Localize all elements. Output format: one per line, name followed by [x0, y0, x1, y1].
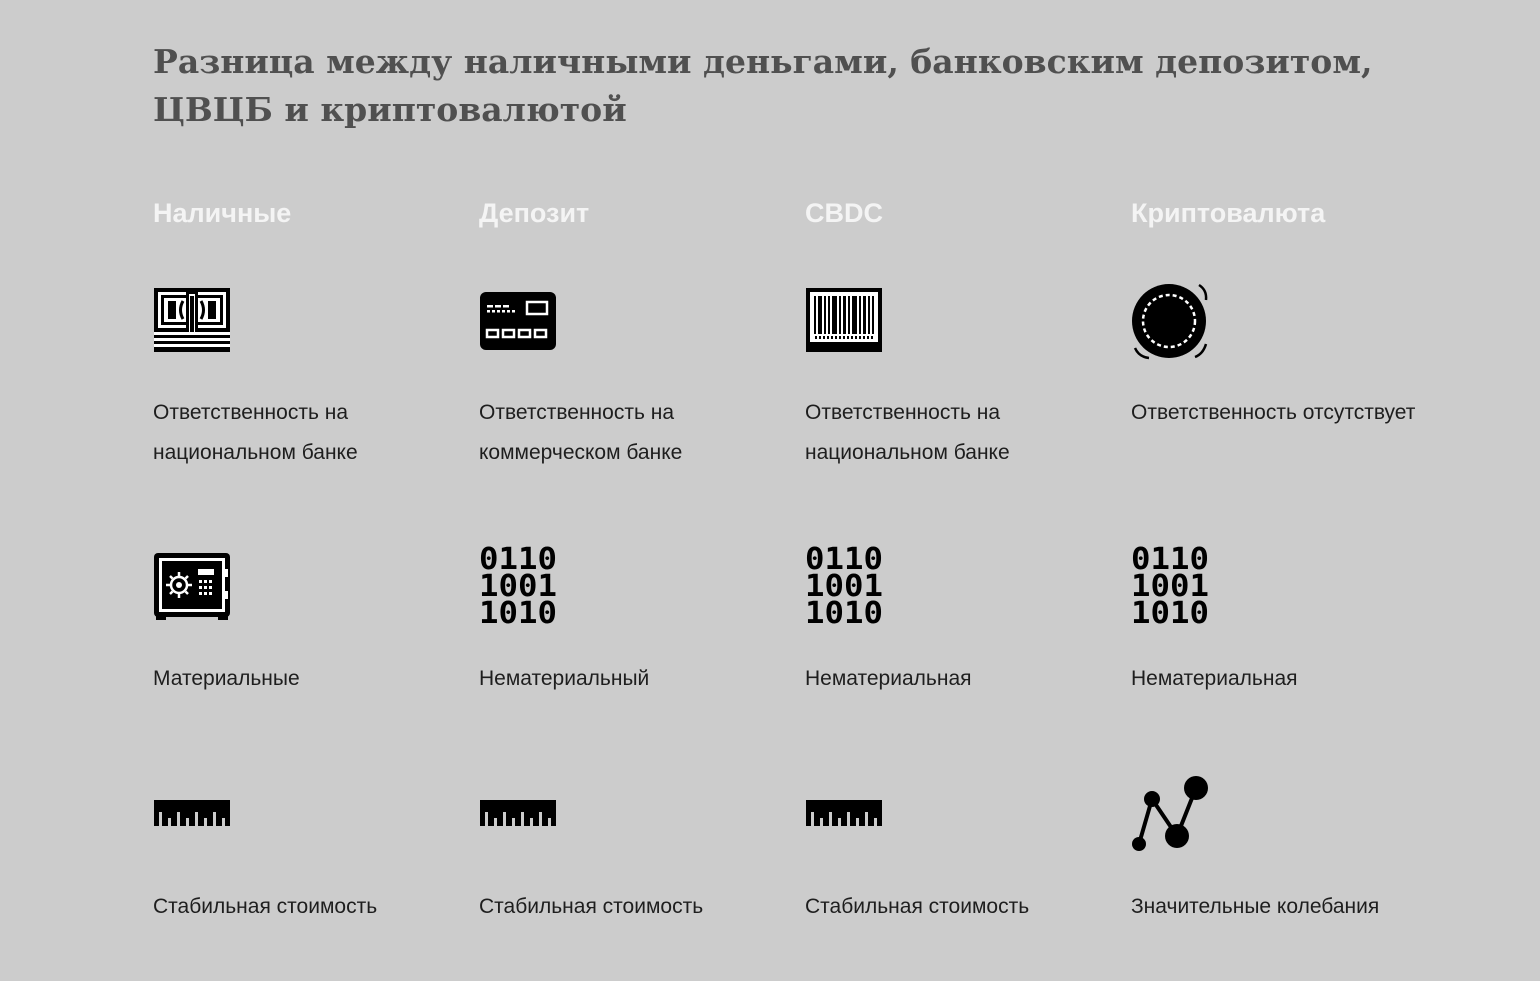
binary-code-icon	[1131, 545, 1209, 627]
binary-code-icon	[479, 545, 557, 627]
binary-line-1: 0110	[805, 545, 883, 577]
deposit-tangibility-text: Нематериальный	[479, 667, 650, 690]
volatility-graph-icon	[1131, 772, 1209, 854]
page-title: Разница между наличными деньгами, банковским депозитом, ЦВЦБ и криптовалютой	[153, 42, 1373, 129]
ruler-icon	[153, 772, 231, 854]
cash-liability-text: Ответственность на национальном банке	[153, 401, 358, 464]
binary-line-3: 1010	[479, 596, 557, 627]
ruler-icon	[805, 772, 883, 854]
coin-icon	[1131, 280, 1209, 362]
column-cbdc	[805, 0, 1125, 981]
bank-card-icon	[479, 280, 557, 362]
cash-value-text: Стабильная стоимость	[153, 895, 378, 918]
banknote-icon	[153, 280, 231, 362]
cash-tangibility-text: Материальные	[153, 667, 300, 690]
cbdc-tangibility-text: Нематериальная	[805, 667, 972, 690]
column-heading-deposit: Депозит	[479, 198, 590, 228]
column-deposit	[479, 0, 799, 981]
safe-icon	[153, 545, 231, 627]
binary-line-2: 1001	[805, 569, 883, 604]
binary-line-2: 1001	[479, 569, 557, 604]
binary-line-1: 0110	[479, 545, 557, 577]
binary-line-1: 0110	[1131, 545, 1209, 577]
cbdc-liability-text: Ответственность на национальном банке	[805, 401, 1010, 464]
binary-code-icon	[805, 545, 883, 627]
deposit-value-text: Стабильная стоимость	[479, 895, 704, 918]
ruler-icon	[479, 772, 557, 854]
column-heading-cbdc: CBDC	[805, 198, 883, 228]
crypto-tangibility-text: Нематериальная	[1131, 667, 1298, 690]
deposit-liability-text: Ответственность на коммерческом банке	[479, 401, 683, 464]
crypto-liability-text: Ответственность отсутствует	[1131, 401, 1416, 424]
cbdc-value-text: Стабильная стоимость	[805, 895, 1030, 918]
binary-line-3: 1010	[805, 596, 883, 627]
column-heading-crypto: Криптовалюта	[1131, 198, 1326, 228]
barcode-icon	[805, 280, 883, 362]
binary-line-2: 1001	[1131, 569, 1209, 604]
binary-line-3: 1010	[1131, 596, 1209, 627]
column-cash	[153, 0, 473, 981]
crypto-value-text: Значительные колебания	[1131, 895, 1380, 918]
column-heading-cash: Наличные	[153, 198, 292, 228]
column-crypto	[1131, 0, 1451, 981]
